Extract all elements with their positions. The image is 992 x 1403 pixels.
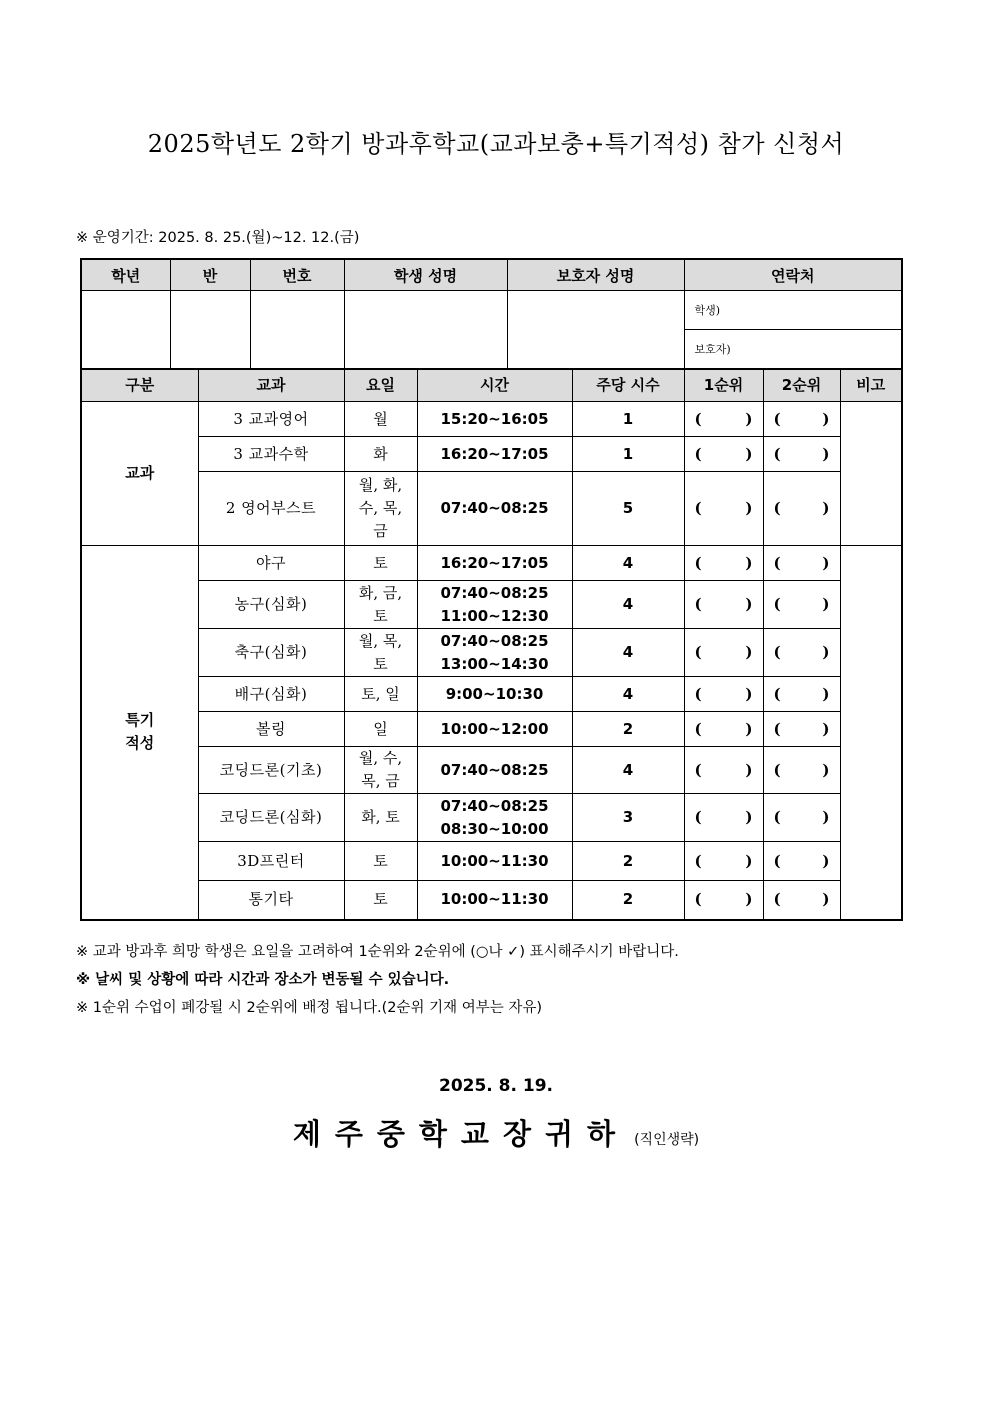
paren-close: ) (822, 684, 830, 703)
course-days (344, 794, 417, 842)
paren-open: ( (773, 684, 781, 703)
table-row (81, 437, 902, 472)
course-time (417, 472, 572, 546)
course-time-line1: 07:40~08:25 (440, 499, 549, 517)
course-time-line1: 10:00~11:30 (440, 851, 549, 870)
course-name: 2 영어부스트 (198, 472, 344, 546)
course-time-line1: 07:40~08:25 (440, 583, 549, 602)
student-info-table (80, 258, 903, 370)
table-row (81, 546, 902, 581)
header-number: 번호 (250, 259, 344, 291)
course-days (344, 712, 417, 747)
course-time-line1: 15:20~16:05 (440, 409, 549, 428)
paren-close: ) (822, 643, 830, 661)
remarks-cell-special[interactable] (840, 546, 902, 920)
paren-close: ) (822, 851, 830, 870)
header-contact: 연락처 (684, 259, 902, 291)
issue-date: 2025. 8. 19. (438, 1076, 553, 1096)
course-days-line1: 월, 수, (358, 749, 403, 767)
paren-open: ( (773, 409, 781, 428)
class-field[interactable] (170, 291, 250, 370)
second-choice-cell[interactable] (763, 842, 840, 881)
course-days-line1: 화 (373, 444, 388, 463)
course-days-line3: 금 (373, 522, 388, 540)
course-days-line1: 토 (373, 851, 388, 870)
course-days-line2: 토 (373, 654, 388, 673)
course-name: 3 교과수학 (198, 437, 344, 472)
header-class: 반 (170, 259, 250, 291)
first-choice-cell[interactable] (684, 546, 763, 581)
course-time (417, 747, 572, 794)
course-name: 농구(심화) (198, 581, 344, 629)
paren-close: ) (745, 851, 753, 870)
header-time: 시간 (417, 369, 572, 402)
course-name: 코딩드론(기초) (198, 747, 344, 794)
paren-open: ( (694, 643, 702, 661)
course-days-line1: 토, 일 (361, 684, 400, 703)
paren-open: ( (773, 851, 781, 870)
paren-open: ( (694, 684, 702, 703)
course-days-line1: 화, 토 (361, 808, 400, 826)
paren-open: ( (773, 760, 781, 779)
category-special-line1: 특기 (125, 711, 155, 730)
paren-open: ( (694, 808, 702, 826)
course-days-line2: 수, 목, (358, 499, 403, 517)
table-row (81, 677, 902, 712)
parent-name-field[interactable] (507, 291, 684, 370)
course-days (344, 402, 417, 437)
paren-close: ) (745, 409, 753, 428)
header-day: 요일 (344, 369, 417, 402)
first-choice-cell[interactable] (684, 881, 763, 920)
student-name-field[interactable] (344, 291, 507, 370)
course-days (344, 472, 417, 546)
table-row (81, 472, 902, 546)
course-name: 볼링 (198, 712, 344, 747)
honorific: 귀하 (544, 1117, 629, 1151)
header-remarks: 비고 (840, 369, 902, 402)
paren-close: ) (822, 444, 830, 463)
course-weekly-hours: 5 (572, 472, 684, 546)
course-name: 축구(심화) (198, 629, 344, 677)
paren-open: ( (694, 553, 702, 572)
paren-open: ( (694, 499, 702, 517)
header-parent-name: 보호자 성명 (507, 259, 684, 291)
course-name: 3 교과영어 (198, 402, 344, 437)
first-choice-cell[interactable] (684, 472, 763, 546)
course-weekly-hours: 4 (572, 629, 684, 677)
header-student-name: 학생 성명 (344, 259, 507, 291)
table-row (81, 581, 902, 629)
table-row (81, 712, 902, 747)
first-choice-cell[interactable] (684, 677, 763, 712)
course-days (344, 881, 417, 920)
first-choice-cell[interactable] (684, 581, 763, 629)
header-weekly-hours: 주당 시수 (572, 369, 684, 402)
course-days (344, 677, 417, 712)
paren-close: ) (745, 808, 753, 826)
table-row (81, 842, 902, 881)
first-choice-cell[interactable] (684, 437, 763, 472)
paren-open: ( (694, 444, 702, 463)
second-choice-cell[interactable] (763, 629, 840, 677)
first-choice-cell[interactable] (684, 712, 763, 747)
second-choice-cell[interactable] (763, 747, 840, 794)
paren-open: ( (773, 444, 781, 463)
second-choice-cell[interactable] (763, 437, 840, 472)
course-time-line1: 07:40~08:25 (440, 631, 549, 650)
course-time-line2: 13:00~14:30 (440, 654, 549, 673)
seal-note: (직인생략) (634, 1132, 700, 1148)
paren-close: ) (745, 643, 753, 661)
second-choice-cell[interactable] (763, 546, 840, 581)
paren-open: ( (773, 499, 781, 517)
paren-open: ( (773, 643, 781, 661)
paren-open: ( (694, 409, 702, 428)
operation-period: ※ 운영기간: 2025. 8. 25.(월)~12. 12.(금) (76, 230, 360, 246)
course-days (344, 629, 417, 677)
course-name: 배구(심화) (198, 677, 344, 712)
second-choice-cell[interactable] (763, 712, 840, 747)
course-days (344, 546, 417, 581)
paren-close: ) (822, 409, 830, 428)
course-time-line1: 16:20~17:05 (440, 553, 549, 572)
paren-close: ) (745, 444, 753, 463)
second-choice-cell[interactable] (763, 794, 840, 842)
course-time-line1: 07:40~08:25 (440, 796, 549, 815)
header-first-choice: 1순위 (684, 369, 763, 402)
course-days-line1: 월, 화, (358, 476, 403, 494)
course-days (344, 747, 417, 794)
paren-open: ( (773, 890, 781, 909)
note-2: ※ 날씨 및 상황에 따라 시간과 장소가 변동될 수 있습니다. (76, 972, 450, 988)
note-1: ※ 교과 방과후 희망 학생은 요일을 고려하여 1순위와 2순위에 (○나 ✓) 표시해주시기 바랍니다. (76, 944, 679, 960)
paren-close: ) (745, 553, 753, 572)
paren-close: ) (822, 499, 830, 517)
paren-open: ( (694, 890, 702, 909)
page-title: 2025학년도 2학기 방과후학교(교과보충+특기적성) 참가 신청서 (147, 130, 845, 158)
course-weekly-hours: 1 (572, 402, 684, 437)
table-row (81, 629, 902, 677)
parent-contact-field[interactable]: 보호자) (684, 330, 902, 370)
course-time-line1: 10:00~12:00 (440, 719, 549, 738)
table-row (81, 794, 902, 842)
course-time-line2: 11:00~12:30 (440, 606, 549, 625)
table-row (81, 881, 902, 920)
course-weekly-hours: 1 (572, 437, 684, 472)
paren-open: ( (694, 760, 702, 779)
second-choice-cell[interactable] (763, 677, 840, 712)
header-subject: 교과 (198, 369, 344, 402)
course-time (417, 794, 572, 842)
course-days (344, 842, 417, 881)
signature-line (0, 1112, 992, 1153)
first-choice-cell[interactable] (684, 747, 763, 794)
course-weekly-hours: 4 (572, 581, 684, 629)
course-time-line1: 16:20~17:05 (440, 444, 549, 463)
course-name: 3D프린터 (198, 842, 344, 881)
note-3: ※ 1순위 수업이 폐강될 시 2순위에 배정 됩니다.(2순위 기재 여부는 자유) (76, 1000, 543, 1016)
school-principal: 제주중학교장 (292, 1117, 545, 1151)
paren-open: ( (773, 553, 781, 572)
course-days (344, 437, 417, 472)
paren-close: ) (745, 684, 753, 703)
course-time-line1: 9:00~10:30 (445, 684, 544, 703)
course-time-line2: 08:30~10:00 (440, 819, 549, 838)
notes (76, 938, 679, 1022)
first-choice-cell[interactable] (684, 629, 763, 677)
header-grade: 학년 (81, 259, 170, 291)
course-days-line1: 일 (373, 719, 388, 738)
course-time (417, 437, 572, 472)
course-time-line1: 10:00~11:30 (440, 890, 549, 909)
course-time (417, 712, 572, 747)
course-name: 코딩드론(심화) (198, 794, 344, 842)
course-days (344, 581, 417, 629)
first-choice-cell[interactable] (684, 842, 763, 881)
course-weekly-hours: 4 (572, 546, 684, 581)
first-choice-cell[interactable] (684, 794, 763, 842)
schedule-table (80, 368, 903, 921)
paren-open: ( (773, 719, 781, 738)
paren-close: ) (822, 808, 830, 826)
course-time (417, 842, 572, 881)
paren-close: ) (745, 499, 753, 517)
paren-open: ( (773, 808, 781, 826)
paren-open: ( (694, 595, 702, 613)
remarks-cell-subject[interactable] (840, 402, 902, 546)
paren-open: ( (694, 719, 702, 738)
paren-close: ) (822, 890, 830, 909)
course-days-line1: 토 (373, 890, 388, 909)
course-time (417, 581, 572, 629)
second-choice-cell[interactable] (763, 402, 840, 437)
paren-close: ) (822, 553, 830, 572)
course-weekly-hours: 2 (572, 842, 684, 881)
paren-close: ) (745, 719, 753, 738)
course-name: 통기타 (198, 881, 344, 920)
second-choice-cell[interactable] (763, 581, 840, 629)
course-time (417, 546, 572, 581)
grade-field[interactable] (81, 291, 170, 370)
course-days-line1: 토 (373, 553, 388, 572)
header-second-choice: 2순위 (763, 369, 840, 402)
course-time (417, 402, 572, 437)
paren-close: ) (745, 890, 753, 909)
paren-open: ( (773, 595, 781, 613)
course-time (417, 881, 572, 920)
first-choice-cell[interactable] (684, 402, 763, 437)
course-weekly-hours: 2 (572, 712, 684, 747)
table-row (81, 402, 902, 437)
second-choice-cell[interactable] (763, 472, 840, 546)
course-weekly-hours: 3 (572, 794, 684, 842)
course-days-line1: 월 (373, 409, 388, 428)
course-days-line2: 토 (373, 606, 388, 625)
course-name: 야구 (198, 546, 344, 581)
course-days-line1: 월, 목, (358, 631, 403, 650)
paren-open: ( (694, 851, 702, 870)
second-choice-cell[interactable] (763, 881, 840, 920)
paren-close: ) (822, 719, 830, 738)
course-weekly-hours: 4 (572, 747, 684, 794)
course-time (417, 677, 572, 712)
course-weekly-hours: 2 (572, 881, 684, 920)
category-special-line2: 적성 (125, 734, 155, 753)
course-time-line1: 07:40~08:25 (440, 760, 549, 779)
course-time (417, 629, 572, 677)
paren-close: ) (745, 760, 753, 779)
student-contact-field[interactable]: 학생) (684, 291, 902, 330)
header-category: 구분 (81, 369, 198, 402)
category-subject: 교과 (81, 402, 198, 546)
course-weekly-hours: 4 (572, 677, 684, 712)
course-days-line1: 화, 금, (358, 583, 403, 602)
table-row (81, 747, 902, 794)
paren-close: ) (822, 760, 830, 779)
paren-close: ) (745, 595, 753, 613)
paren-close: ) (822, 595, 830, 613)
category-special (81, 546, 198, 920)
number-field[interactable] (250, 291, 344, 370)
course-days-line2: 목, 금 (361, 772, 400, 790)
